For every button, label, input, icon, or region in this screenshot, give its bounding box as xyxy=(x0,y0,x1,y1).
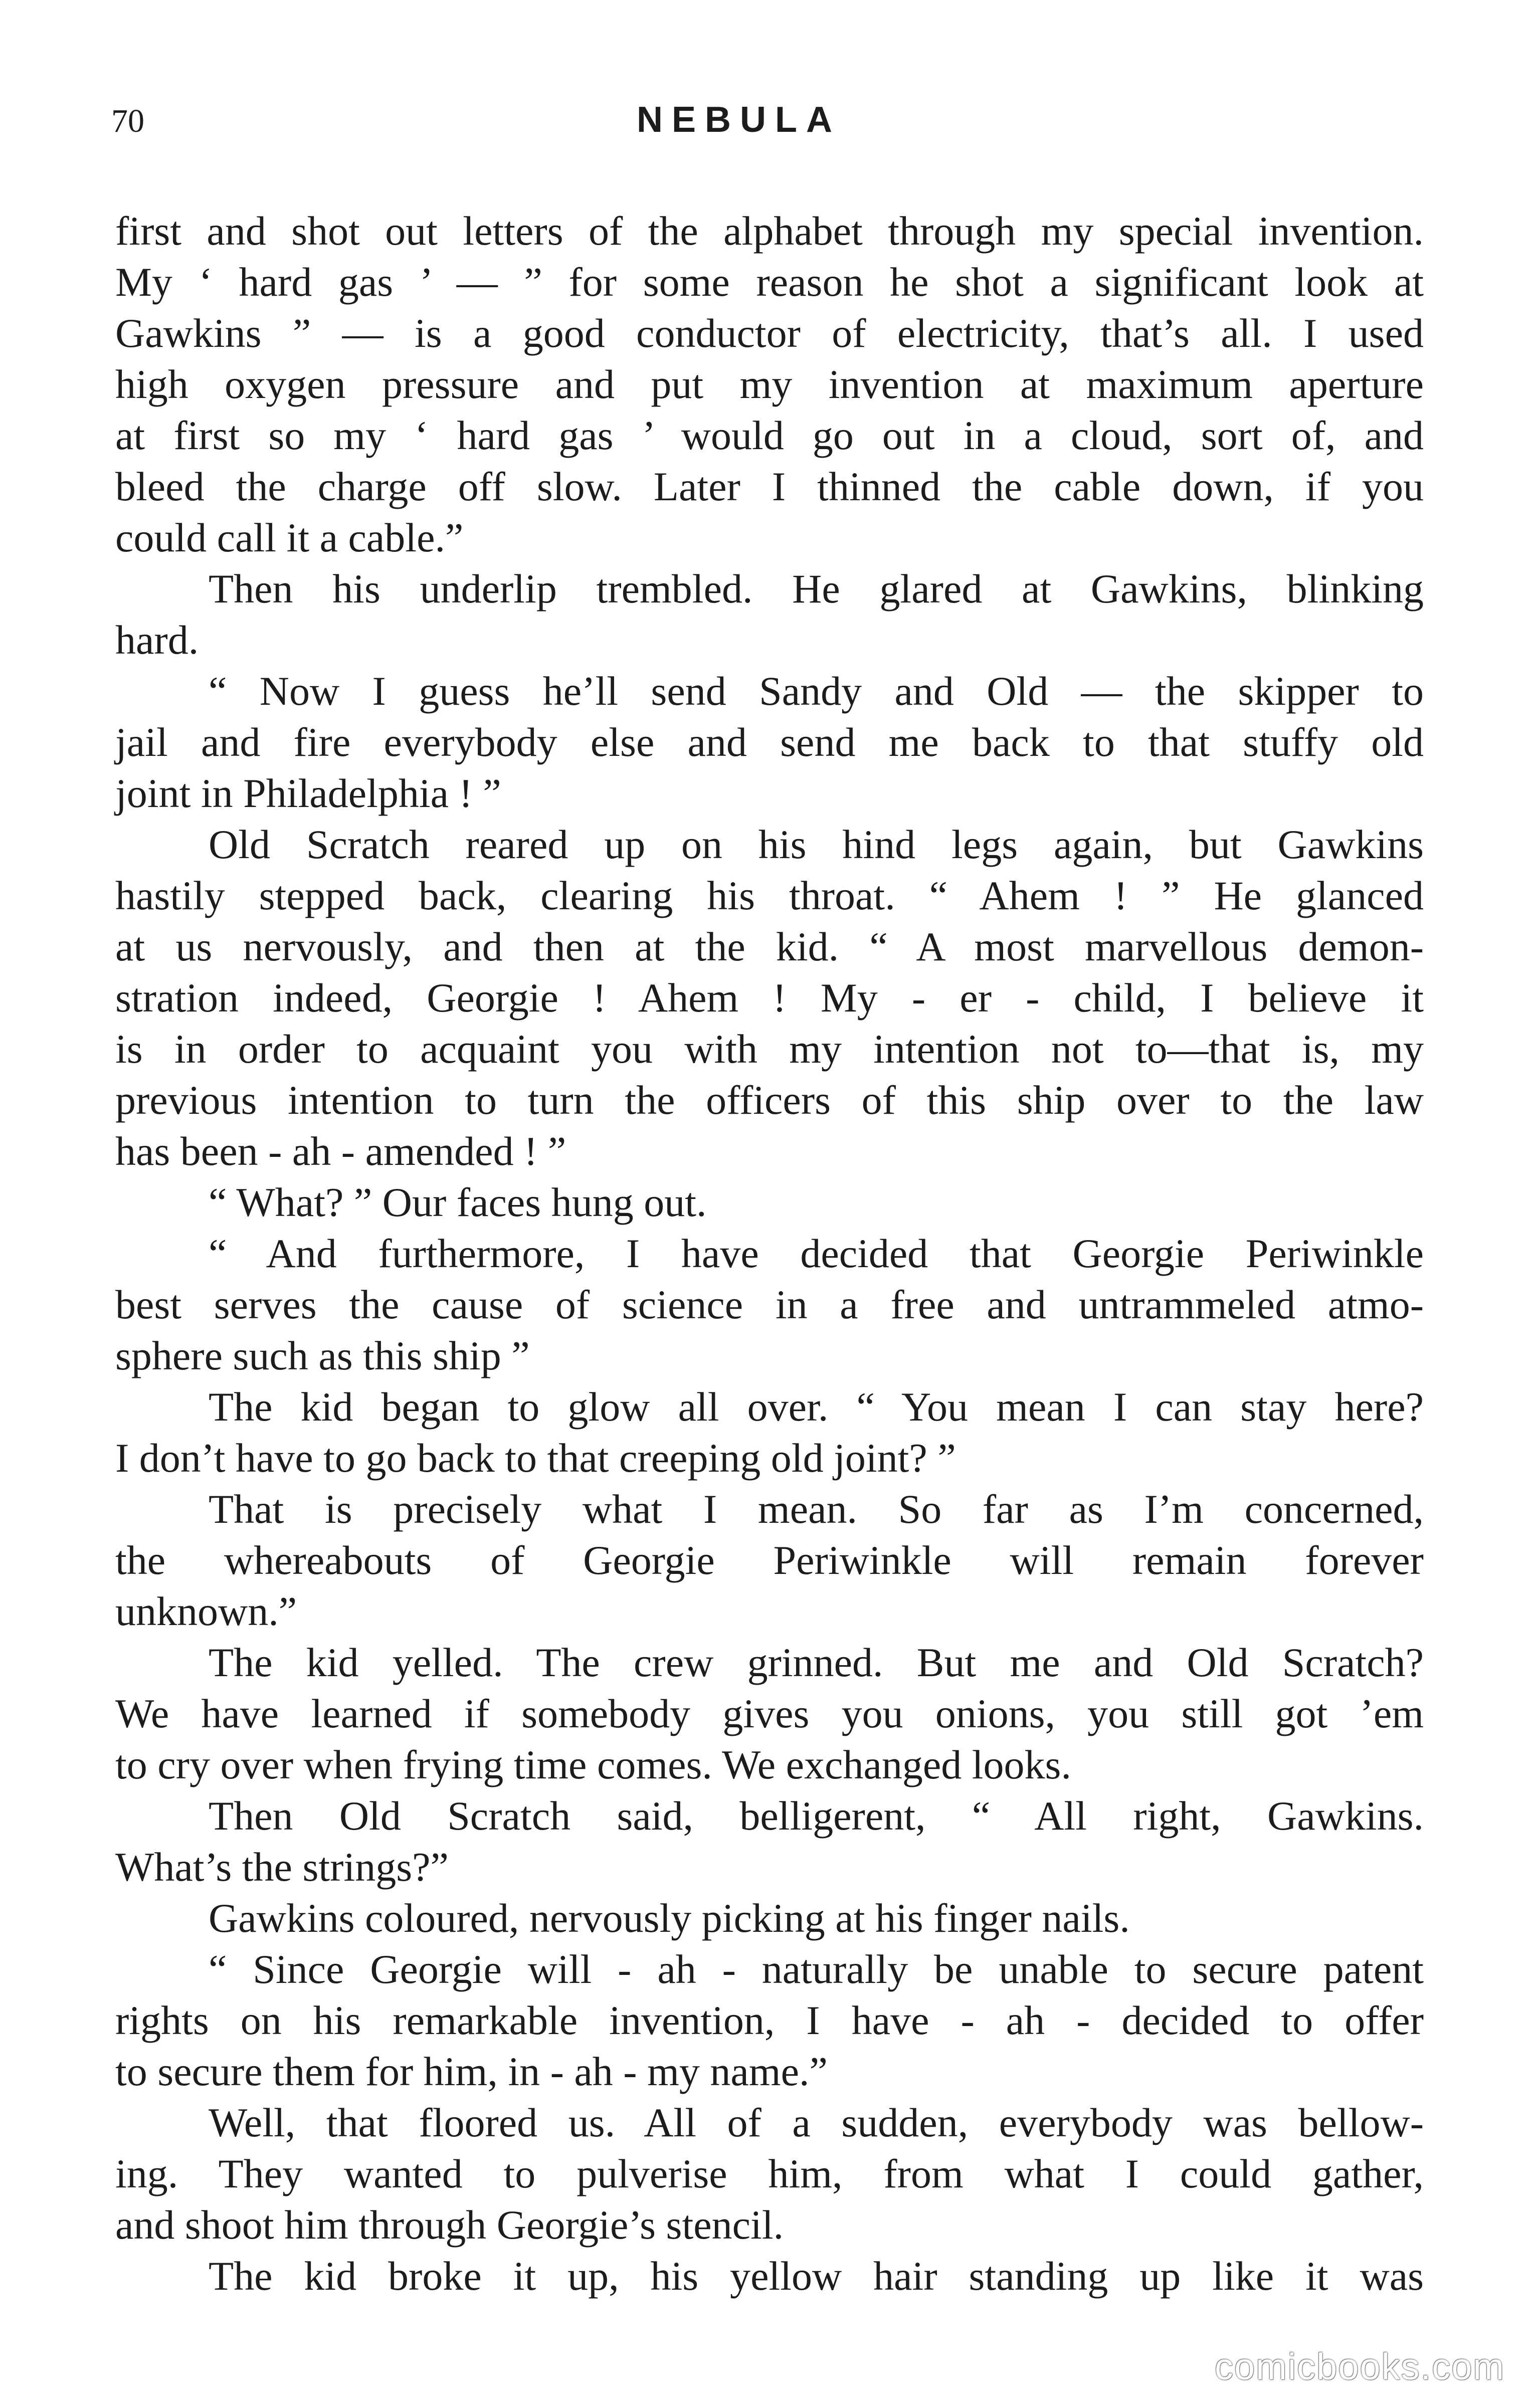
text-line: to secure them for him, in - ah - my name.” xyxy=(115,2049,828,2094)
text-line: joint in Philadelphia ! ” xyxy=(115,770,501,816)
text-line: hard. xyxy=(115,617,199,663)
text-line: to cry over when frying time comes. We exchanged looks. xyxy=(115,1742,1071,1787)
text-line: bleed the charge off slow. Later I thinned the cable down, if you xyxy=(115,464,1424,509)
text-line: What’s the strings?” xyxy=(115,1844,449,1890)
running-title: NEBULA xyxy=(637,100,841,140)
text-line: jail and fire everybody else and send me back to that stuffy old xyxy=(115,719,1424,765)
text-line: I don’t have to go back to that creeping old joint? ” xyxy=(115,1435,956,1481)
text-line: “ What? ” Our faces hung out. xyxy=(209,1179,707,1225)
text-line: stration indeed, Georgie ! Ahem ! My - er - child, I believe it xyxy=(115,975,1424,1021)
text-line: The kid yelled. The crew grinned. But me and Old Scratch? xyxy=(209,1640,1424,1685)
text-line: previous intention to turn the officers of this ship over to the law xyxy=(115,1077,1424,1123)
text-line: “ And furthermore, I have decided that Georgie Periwinkle xyxy=(209,1231,1424,1276)
text-line: the whereabouts of Georgie Periwinkle will remain forever xyxy=(115,1537,1424,1583)
text-line: Well, that floored us. All of a sudden, everybody was bellow- xyxy=(209,2100,1424,2145)
text-line: first and shot out letters of the alphabet through my special invention. xyxy=(115,208,1424,254)
text-line: My ‘ hard gas ’ — ” for some reason he shot a significant look at xyxy=(115,259,1424,305)
text-line: has been - ah - amended ! ” xyxy=(115,1128,566,1174)
text-line: Gawkins ” — is a good conductor of electricity, that’s all. I used xyxy=(115,310,1424,356)
text-line: hastily stepped back, clearing his throat. “ Ahem ! ” He glanced xyxy=(115,873,1424,918)
text-line: unknown.” xyxy=(115,1588,297,1634)
body-text xyxy=(115,206,1424,2302)
text-line: and shoot him through Georgie’s stencil. xyxy=(115,2202,784,2248)
watermark: comicbooks.com xyxy=(1214,2346,1505,2387)
text-line: best serves the cause of science in a free and untrammeled atmo- xyxy=(115,1282,1424,1327)
text-line: at us nervously, and then at the kid. “ A most marvellous demon- xyxy=(115,924,1424,969)
text-line: We have learned if somebody gives you onions, you still got ’em xyxy=(115,1691,1424,1736)
text-line: Then his underlip trembled. He glared at Gawkins, blinking xyxy=(209,566,1424,612)
text-line: The kid began to glow all over. “ You mean I can stay here? xyxy=(209,1384,1424,1430)
text-line: could call it a cable.” xyxy=(115,515,464,560)
text-line: That is precisely what I mean. So far as I’m concerned, xyxy=(209,1486,1424,1532)
text-line: is in order to acquaint you with my intention not to—that is, my xyxy=(115,1026,1424,1072)
text-line: high oxygen pressure and put my invention at maximum aperture xyxy=(115,361,1424,407)
text-line: “ Since Georgie will - ah - naturally be unable to secure patent xyxy=(209,1946,1424,1992)
text-line: “ Now I guess he’ll send Sandy and Old — the skipper to xyxy=(209,668,1424,714)
page-number: 70 xyxy=(111,103,144,139)
text-line: The kid broke it up, his yellow hair standing up like it was xyxy=(209,2253,1424,2299)
text-line: Then Old Scratch said, belligerent, “ All right, Gawkins. xyxy=(209,1793,1424,1839)
text-line: at first so my ‘ hard gas ’ would go out in a cloud, sort of, and xyxy=(115,413,1424,458)
text-line: ing. They wanted to pulverise him, from what I could gather, xyxy=(115,2151,1424,2196)
text-line: sphere such as this ship ” xyxy=(115,1333,530,1378)
text-line: Gawkins coloured, nervously picking at his finger nails. xyxy=(209,1895,1130,1941)
text-line: Old Scratch reared up on his hind legs again, but Gawkins xyxy=(209,822,1424,867)
text-line: rights on his remarkable invention, I have - ah - decided to offer xyxy=(115,1997,1424,2043)
